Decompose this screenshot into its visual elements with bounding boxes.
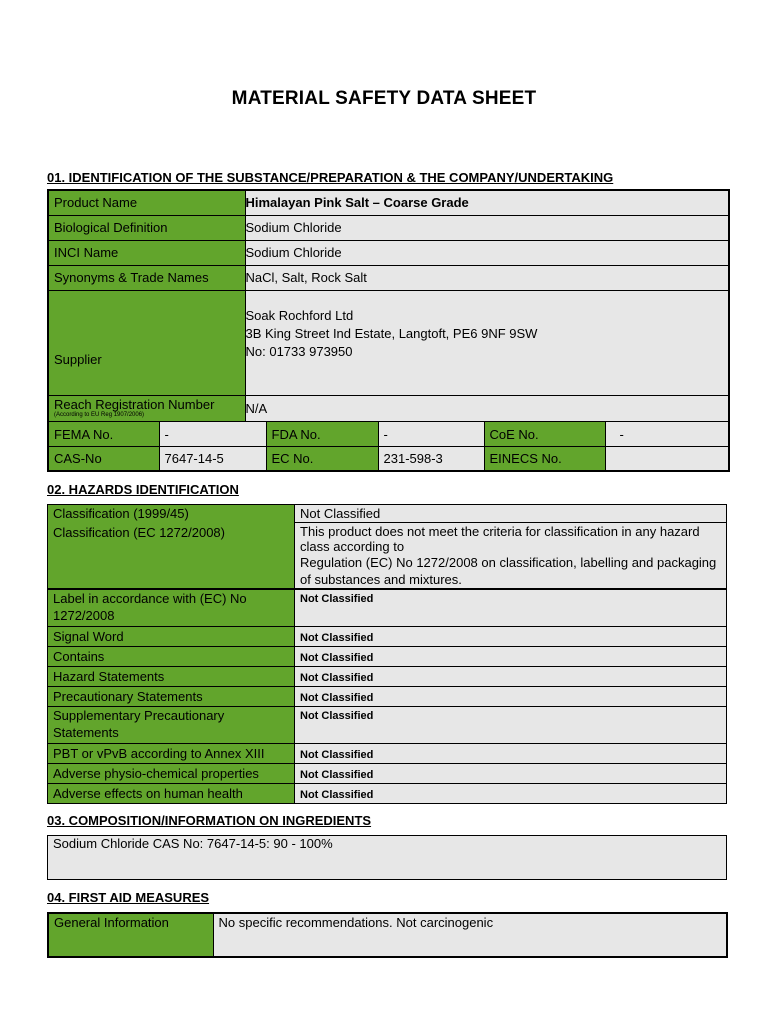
classification-1999-label: Classification (1999/45): [48, 505, 295, 523]
adverse-physio-label: Adverse physio-chemical properties: [48, 763, 295, 783]
section-2-heading: 02. HAZARDS IDENTIFICATION: [47, 482, 239, 497]
reach-label: [48, 395, 245, 421]
supplementary-line: Statements: [53, 724, 119, 740]
hazard-statements-label: Hazard Statements: [48, 666, 295, 686]
classification-ec-line: Regulation (EC) No 1272/2008 on classification, labelling and packaging: [300, 555, 717, 570]
contains-value: Not Classified: [295, 646, 727, 666]
contains-label: Contains: [48, 646, 295, 666]
biological-definition-label: Biological Definition: [48, 215, 245, 240]
table-row: [48, 265, 729, 290]
precautionary-statements-label: Precautionary Statements: [48, 686, 295, 706]
inci-name-value: Sodium Chloride: [245, 240, 729, 265]
precautionary-statements-value: Not Classified: [295, 686, 727, 706]
composition-text: Sodium Chloride CAS No: 7647-14-5: 90 - 100%: [48, 836, 727, 880]
supplier-line: Soak Rochford Ltd: [245, 307, 354, 323]
table-row: [48, 666, 727, 686]
hazards-table: [47, 504, 727, 804]
table-row: [48, 836, 727, 880]
adverse-physio-value: Not Classified: [295, 763, 727, 783]
biological-definition-value: Sodium Chloride: [245, 215, 729, 240]
identification-table: [47, 189, 730, 422]
table-row: [48, 240, 729, 265]
hazard-statements-value: Not Classified: [295, 666, 727, 686]
label-accordance-label: [48, 589, 295, 626]
registry-numbers-table: [47, 421, 730, 472]
supplier-value: [245, 290, 729, 395]
signal-word-label: Signal Word: [48, 626, 295, 646]
supplier-line: No: 01733 973950: [245, 343, 353, 359]
einecs-value: [605, 447, 729, 471]
fda-value: -: [378, 422, 484, 447]
document-title: MATERIAL SAFETY DATA SHEET: [231, 88, 537, 109]
table-row: [48, 523, 727, 590]
product-name-value: Himalayan Pink Salt – Coarse Grade: [245, 190, 729, 215]
synonyms-value: NaCl, Salt, Rock Salt: [245, 265, 729, 290]
ec-label: EC No.: [266, 447, 378, 471]
table-row: [48, 706, 727, 743]
table-row: [48, 290, 729, 395]
table-row: [48, 395, 729, 421]
section-3-heading: 03. COMPOSITION/INFORMATION ON INGREDIENTS: [47, 813, 372, 828]
pbt-label: PBT or vPvB according to Annex XIII: [48, 743, 295, 763]
fema-value: -: [159, 422, 266, 447]
table-row: [48, 646, 727, 666]
inci-name-label: INCI Name: [48, 240, 245, 265]
signal-word-value: Not Classified: [295, 626, 727, 646]
reach-value: N/A: [245, 395, 729, 421]
supplier-line: 3B King Street Ind Estate, Langtoft, PE6 9NF 9SW: [245, 325, 538, 341]
classification-ec-line: This product does not meet the criteria for classification in any hazard: [300, 524, 700, 539]
first-aid-table: [47, 912, 728, 958]
classification-1999-value: Not Classified: [295, 505, 727, 523]
table-row: [48, 190, 729, 215]
composition-table: [47, 835, 727, 880]
fema-label: FEMA No.: [48, 422, 159, 447]
table-row: [48, 447, 729, 471]
table-row: [48, 422, 729, 447]
reach-label-text: Reach Registration Number: [54, 396, 215, 412]
fda-label: FDA No.: [266, 422, 378, 447]
pbt-value: Not Classified: [295, 743, 727, 763]
synonyms-label: Synonyms & Trade Names: [48, 265, 245, 290]
product-name-label: Product Name: [48, 190, 245, 215]
table-row: [48, 505, 727, 523]
supplementary-label: [48, 706, 295, 743]
supplementary-value: Not Classified: [295, 706, 727, 743]
label-accordance-line: 1272/2008: [53, 608, 115, 623]
general-information-label: General Information: [48, 913, 213, 957]
classification-ec-label: Classification (EC 1272/2008): [48, 523, 295, 590]
table-row: [48, 743, 727, 763]
coe-value: -: [605, 422, 729, 447]
cas-label: CAS-No: [48, 447, 159, 471]
supplier-label: Supplier: [48, 290, 245, 395]
table-row: [48, 763, 727, 783]
classification-ec-line: of substances and mixtures.: [300, 572, 462, 587]
classification-ec-value: [295, 523, 727, 590]
table-row: [48, 626, 727, 646]
general-information-value: No specific recommendations. Not carcinogenic: [213, 913, 727, 957]
label-accordance-line: Label in accordance with (EC) No: [53, 591, 247, 606]
table-row: [48, 913, 727, 957]
adverse-health-label: Adverse effects on human health: [48, 783, 295, 803]
coe-label: CoE No.: [484, 422, 605, 447]
section-1-heading: 01. IDENTIFICATION OF THE SUBSTANCE/PREPARATION & THE COMPANY/UNDERTAKING: [47, 170, 614, 185]
adverse-health-value: Not Classified: [295, 783, 727, 803]
table-row: [48, 686, 727, 706]
section-4-heading: 04. FIRST AID MEASURES: [47, 890, 210, 905]
ec-value: 231-598-3: [378, 447, 484, 471]
reach-sublabel: (According to EU Reg 1907/2006): [54, 411, 145, 418]
supplementary-line: Supplementary Precautionary: [53, 707, 225, 723]
table-row: [48, 783, 727, 803]
label-accordance-value: Not Classified: [295, 589, 727, 626]
einecs-label: EINECS No.: [484, 447, 605, 471]
table-row: [48, 215, 729, 240]
cas-value: 7647-14-5: [159, 447, 266, 471]
classification-ec-line: class according to: [300, 539, 405, 554]
table-row: [48, 589, 727, 626]
